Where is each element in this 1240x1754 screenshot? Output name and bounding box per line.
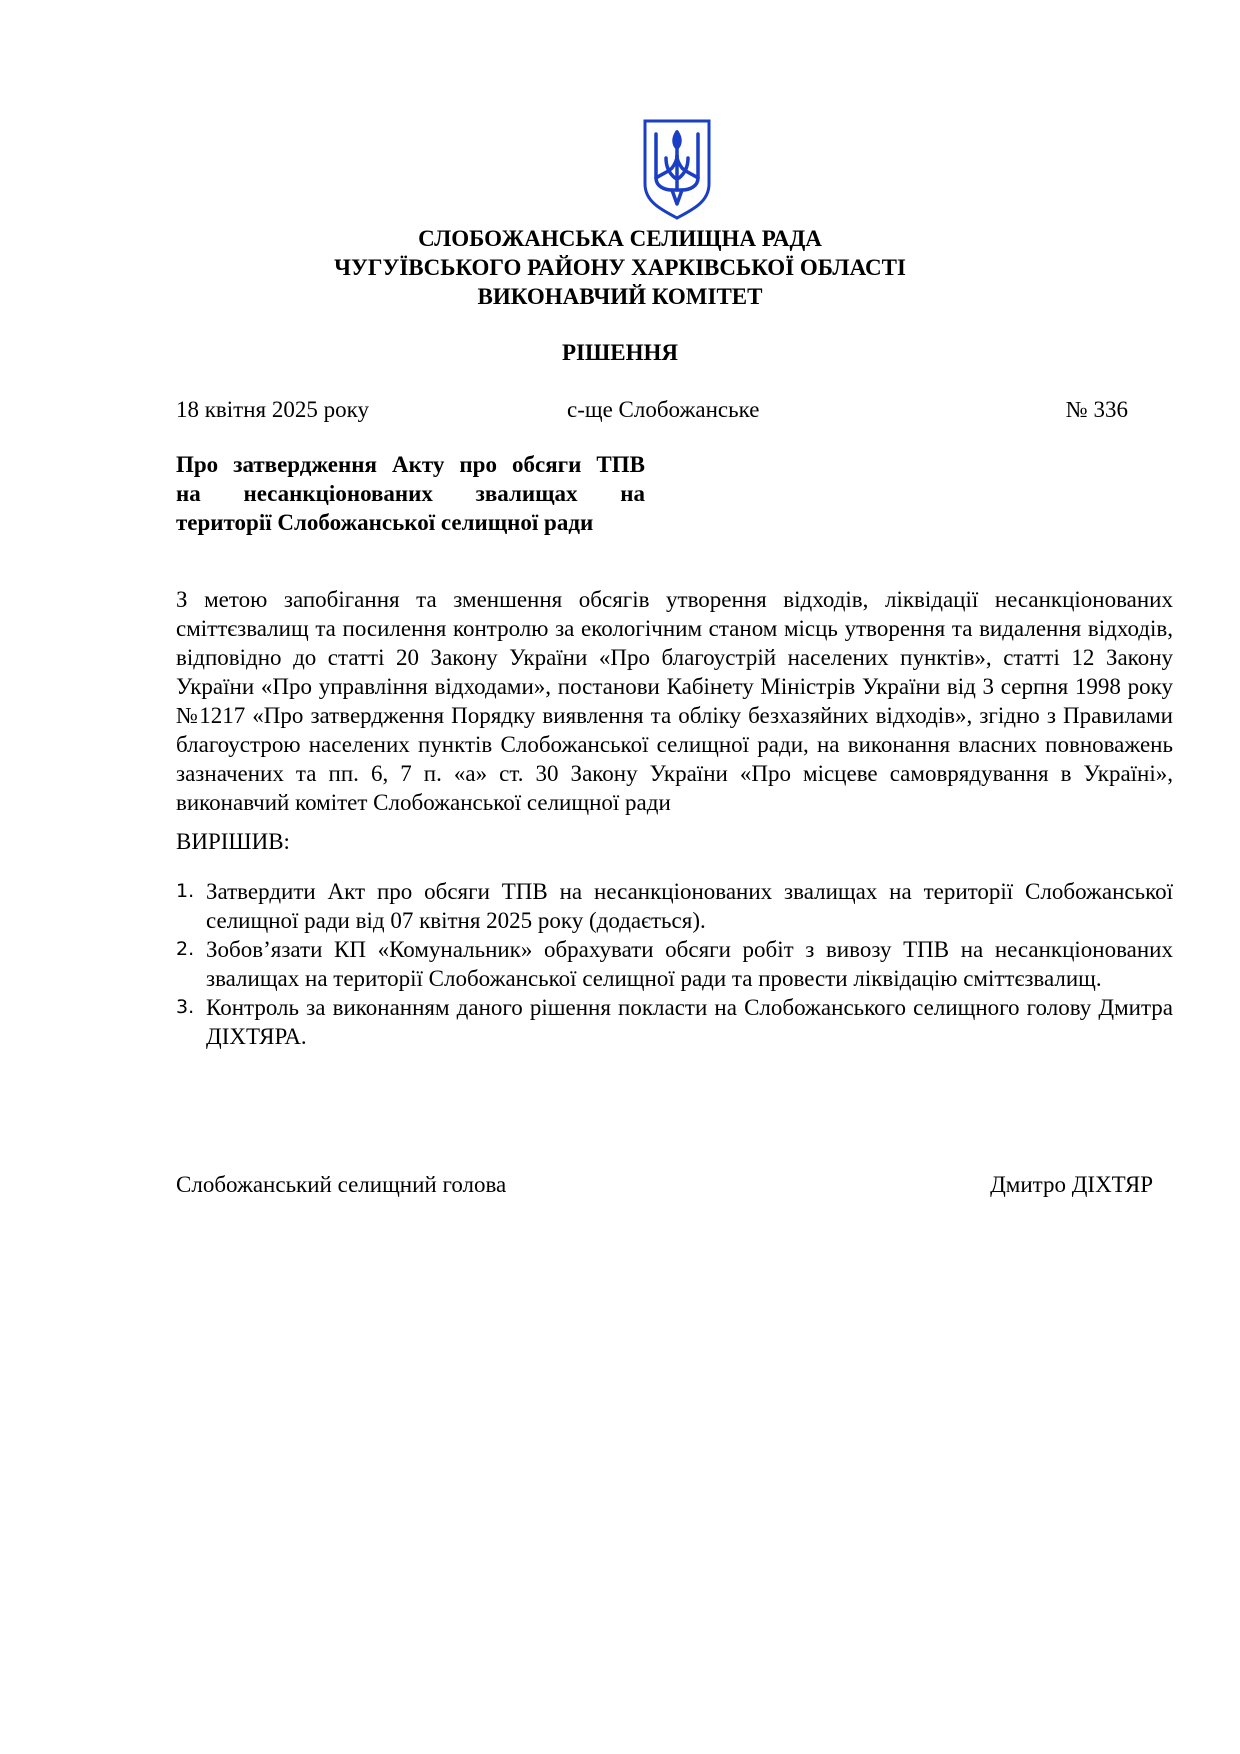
- list-item-number: 1.: [176, 880, 195, 902]
- document-number: № 336: [1065, 397, 1128, 422]
- document-date: 18 квітня 2025 року: [176, 397, 369, 422]
- preamble-paragraph: З метою запобігання та зменшення обсягів утворення відходів, ліквідації несанкціонованих сміттєзвалищ та посилення контролю за екологічним станом місць утворення та видалення відходів, відповідно до статті 20 Закону України «Про благоустрій населених пунктів», статті 12 Закону України «Про управління відходами», постанови Кабінету Міністрів України від 3 серпня 1998 року №1217 «Про затвердження Порядку виявлення та обліку безхазяйних відходів», згідно з Правилами благоустрою населених пунктів Слобожанської селищної ради, на виконання власних повноважень зазначених та пп. 6, 7 п. «а» ст. 30 Закону України «Про місцеве самоврядування в Україні», виконавчий комітет Слобожанської селищної ради: [176, 587, 1173, 815]
- header-district-name: ЧУГУЇВСЬКОГО РАЙОНУ ХАРКІВСЬКОЇ ОБЛАСТІ: [334, 255, 906, 280]
- list-item-number: 2.: [176, 938, 195, 960]
- list-item-text: Зобов’язати КП «Комунальник» обрахувати обсяги робіт з вивозу ТПВ на несанкціонованих звалищах на території Слобожанської селищної ради та провести ліквідацію сміттєзвалищ.: [206, 937, 1173, 991]
- list-item-text: Контроль за виконанням даного рішення покласти на Слобожанського селищного голову Дмитра ДІХТЯРА.: [206, 995, 1173, 1049]
- signatory-name: Дмитро ДІХТЯР: [990, 1172, 1153, 1197]
- list-item: [176, 935, 1173, 993]
- subject-line: на несанкціонованих звалищах на: [176, 481, 645, 506]
- document-title: РІШЕННЯ: [562, 340, 678, 365]
- resolution-items-list: [176, 877, 1173, 1051]
- subject-line: території Слобожанської селищної ради: [176, 510, 594, 535]
- trident-coat-of-arms-icon: [642, 118, 712, 220]
- list-item: [176, 877, 1173, 935]
- header-committee-name: ВИКОНАВЧИЙ КОМІТЕТ: [477, 284, 763, 309]
- organization-header: [0, 224, 1240, 311]
- header-council-name: СЛОБОЖАНСЬКА СЕЛИЩНА РАДА: [418, 226, 822, 251]
- document-subject: [176, 450, 645, 537]
- list-item-text: Затвердити Акт про обсяги ТПВ на несанкціонованих звалищах на території Слобожанської селищної ради від 07 квітня 2025 року (додається).: [206, 879, 1173, 933]
- subject-line: Про затвердження Акту про обсяги ТПВ: [176, 452, 645, 477]
- signatory-title: Слобожанський селищний голова: [176, 1172, 507, 1197]
- list-item: [176, 993, 1173, 1051]
- document-place: с-ще Слобожанське: [567, 397, 760, 422]
- list-item-number: 3.: [176, 996, 195, 1018]
- resolved-label: ВИРІШИВ:: [176, 829, 290, 854]
